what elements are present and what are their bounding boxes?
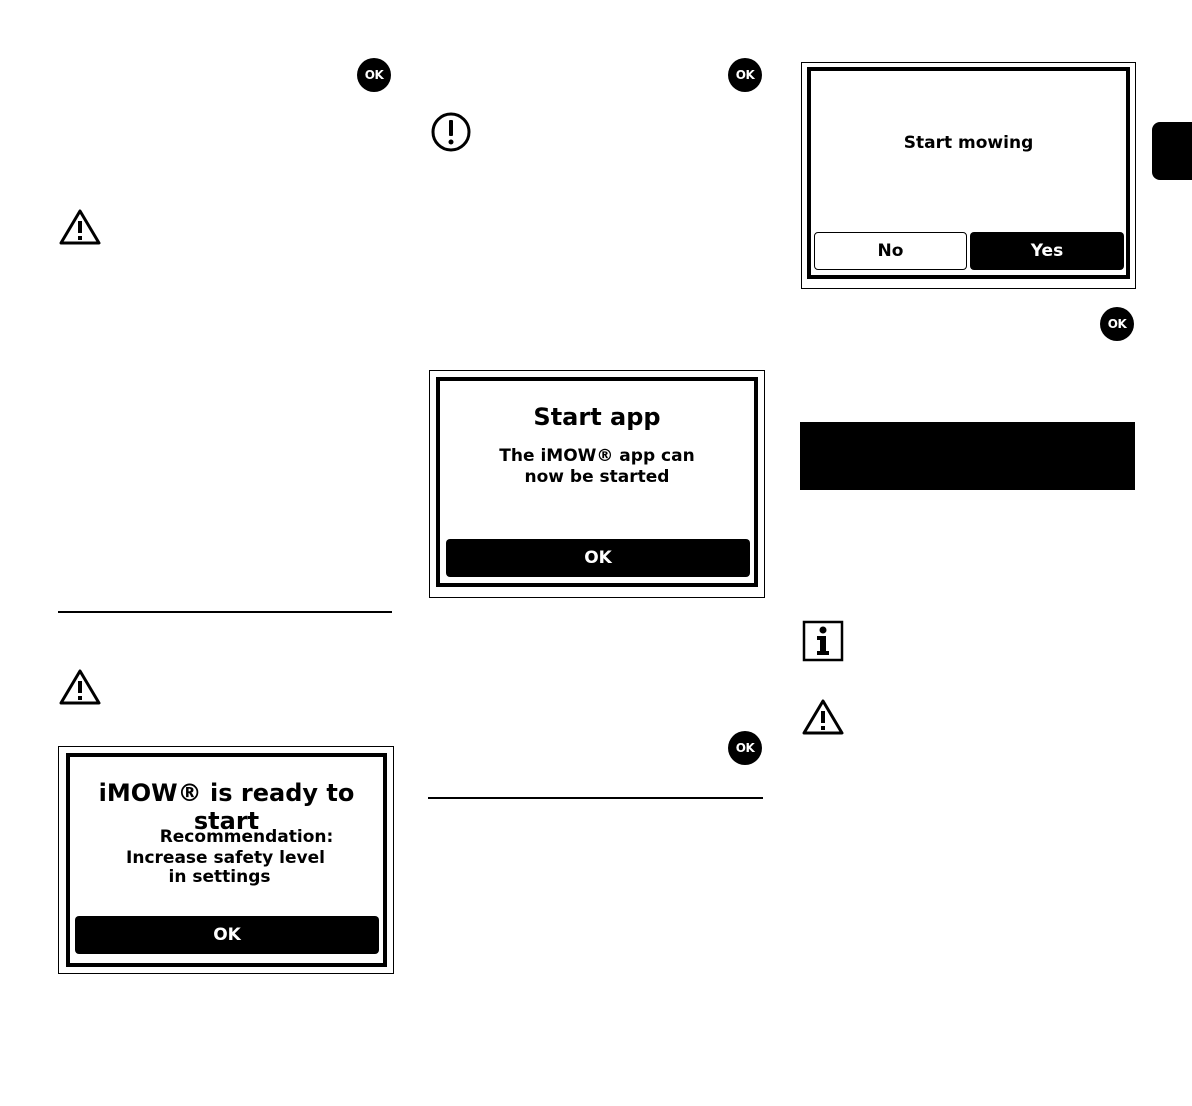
screen-frame xyxy=(807,67,1130,279)
ok-button[interactable]: OK xyxy=(75,916,379,954)
ok-button-icon: OK xyxy=(357,58,391,92)
screen-text-line: Recommendation: xyxy=(159,827,334,847)
black-heading-bar xyxy=(800,422,1135,490)
screen-text-line: in settings xyxy=(168,867,271,887)
screen-text-line: The iMOW® app can xyxy=(499,446,695,466)
ok-button-icon: OK xyxy=(1100,307,1134,341)
display-screen-start-mowing xyxy=(801,62,1136,289)
ok-button[interactable]: OK xyxy=(446,539,750,577)
warning-triangle-icon xyxy=(58,668,102,706)
no-button[interactable]: No xyxy=(814,232,967,270)
screen-frame xyxy=(66,753,387,967)
screen-text-line: Increase safety level xyxy=(126,848,325,868)
screen-text-line: now be started xyxy=(524,467,670,487)
screen-title: Start mowing xyxy=(903,133,1034,153)
screen-frame xyxy=(436,377,758,587)
screen-title: iMOW® is ready to start xyxy=(98,779,355,835)
ok-button-icon: OK xyxy=(728,58,762,92)
exclamation-circle-icon xyxy=(430,111,472,153)
warning-triangle-icon xyxy=(801,698,845,736)
display-screen-ready xyxy=(58,746,394,974)
section-divider xyxy=(428,797,763,799)
warning-triangle-icon xyxy=(58,208,102,246)
ok-button-icon: OK xyxy=(728,731,762,765)
yes-button[interactable]: Yes xyxy=(970,232,1124,270)
screen-title: Start app xyxy=(533,403,661,431)
info-icon xyxy=(802,620,844,662)
section-divider xyxy=(58,611,392,613)
display-screen-start-app xyxy=(429,370,765,598)
chapter-tab xyxy=(1152,122,1192,180)
